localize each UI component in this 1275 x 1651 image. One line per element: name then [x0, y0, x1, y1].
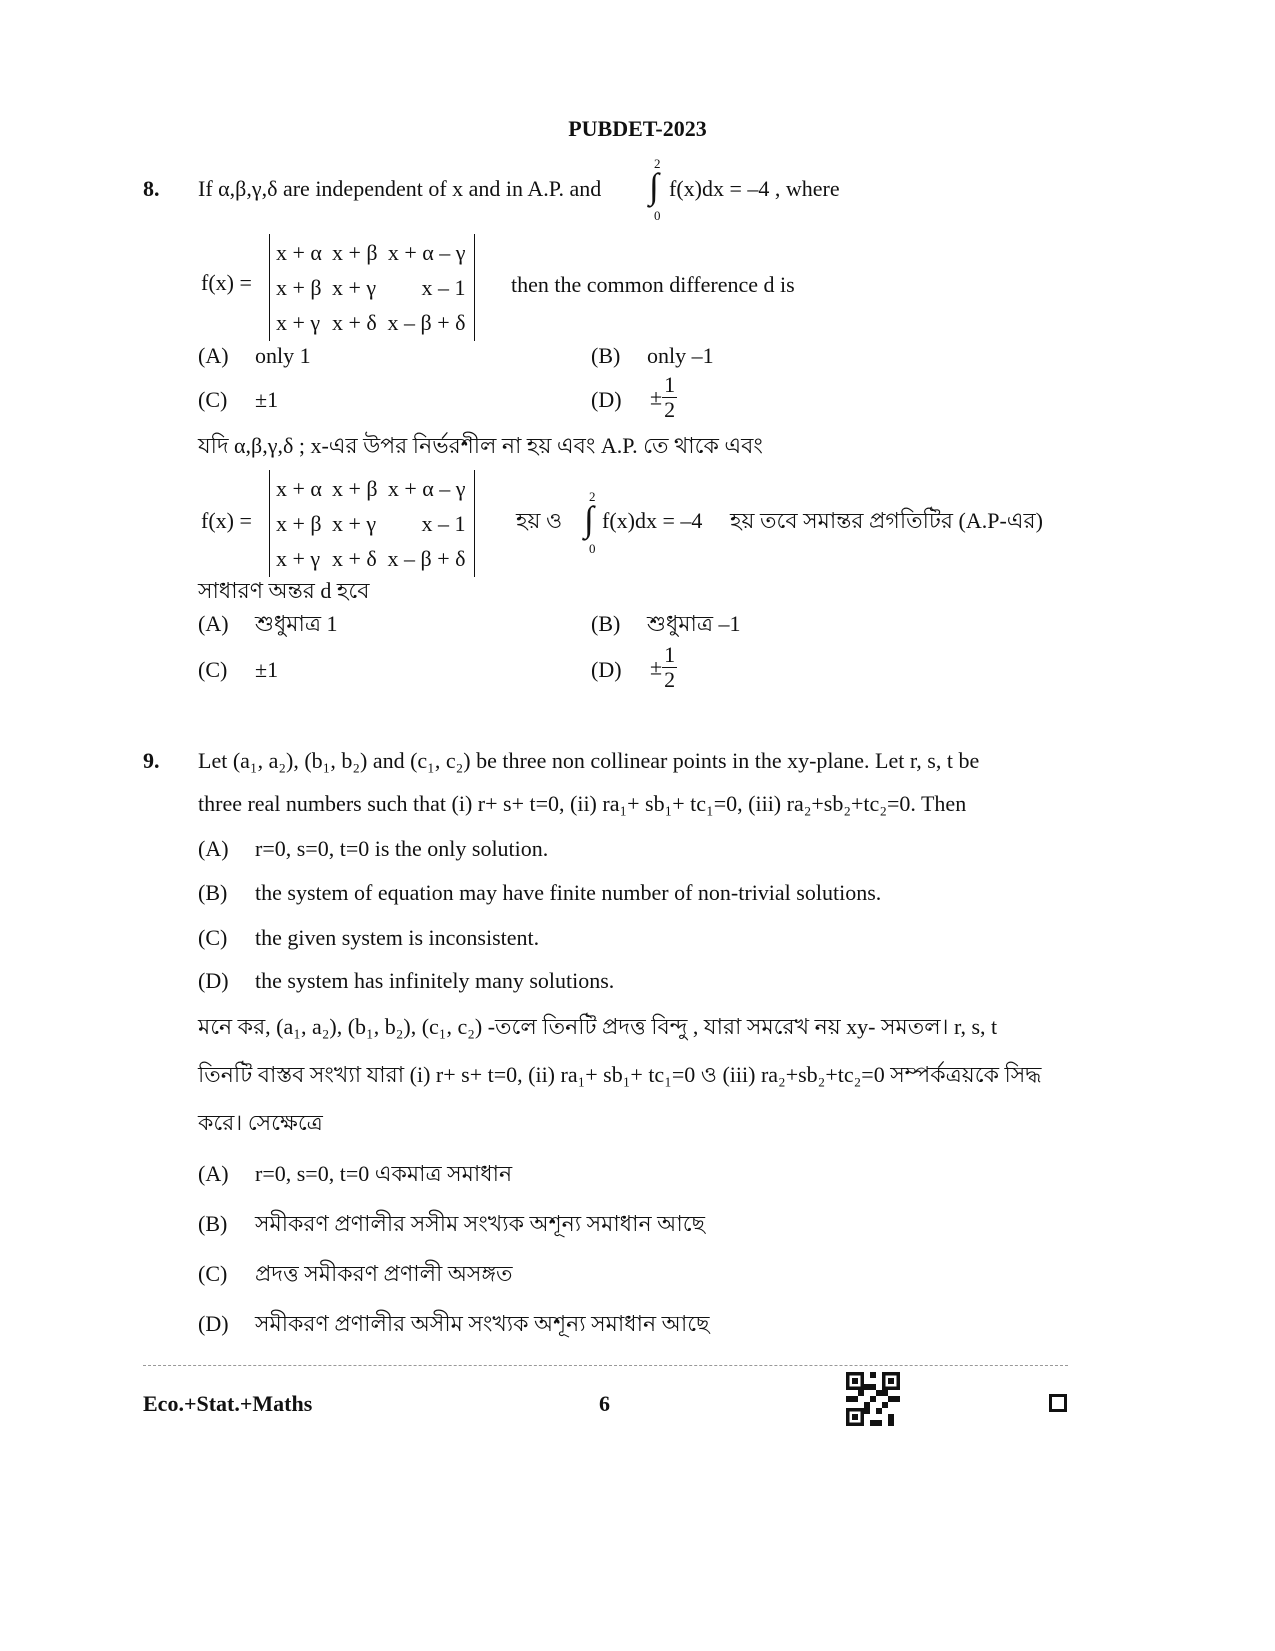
matrix-cell: x – β + δ	[387, 310, 466, 335]
denominator: 2	[664, 397, 676, 422]
matrix-row	[276, 542, 466, 577]
matrix-row	[276, 306, 466, 341]
question-text: then the common difference d is	[511, 272, 795, 297]
integral-sign: ∫	[584, 499, 594, 539]
option-label: (B)	[591, 343, 621, 368]
integral-expression: f(x)dx = –4	[602, 508, 703, 533]
matrix-row	[276, 271, 466, 306]
option-text: ±1	[255, 387, 279, 412]
option-text: only 1	[255, 343, 311, 368]
option-text: প্রদত্ত সমীকরণ প্রণালী অসঙ্গত	[255, 1261, 513, 1286]
option-text: ±1	[255, 657, 279, 682]
matrix-cell: x + α	[276, 240, 322, 265]
matrix-cell: x – 1	[421, 511, 466, 536]
matrix-cell: x + α – γ	[387, 240, 466, 265]
option-text: only –1	[647, 343, 714, 368]
matrix-row	[276, 236, 466, 271]
question-text-bengali: করে। সেক্ষেত্রে	[198, 1110, 323, 1135]
option-label: (A)	[198, 836, 229, 861]
matrix-cell: x + δ	[331, 310, 377, 335]
option-text: the system of equation may have finite number of non-trivial solutions.	[255, 880, 882, 905]
option-text: r=0, s=0, t=0 একমাত্র সমাধান	[255, 1161, 513, 1186]
matrix-row	[276, 472, 466, 507]
function-label: f(x) =	[201, 270, 252, 295]
integral-sign: ∫	[649, 166, 659, 206]
question-text-bengali: মনে কর, (a₁, a₂), (b₁, b₂), (c₁, c₂) -তলে তিনটি প্রদত্ত বিন্দু , যারা সমরেখ নয় xy- সমতল। r, s, t	[198, 1014, 998, 1039]
integral-upper-limit: 2	[589, 489, 596, 504]
square-icon	[1049, 1394, 1067, 1412]
question-text-bengali: তিনটি বাস্তব সংখ্যা যারা (i) r+ s+ t=0, (ii) ra₁+ sb₁+ tc₁=0 ও (iii) ra₂+sb₂+tc₂=0 সম্পর্কত্রয়কে সিদ্ধ	[198, 1062, 1042, 1087]
option-label: (A)	[198, 1161, 229, 1186]
question-text: three real numbers such that (i) r+ s+ t=0, (ii) ra₁+ sb₁+ tc₁=0, (iii) ra₂+sb₂+tc₂=0. Then	[198, 791, 967, 816]
option-label: (C)	[198, 925, 228, 950]
fraction	[662, 643, 677, 692]
integral-lower-limit: 0	[654, 208, 661, 223]
determinant-matrix	[269, 234, 475, 341]
option-text: সমীকরণ প্রণালীর অসীম সংখ্যক অশূন্য সমাধান আছে	[255, 1311, 710, 1336]
option-label: (B)	[591, 611, 621, 636]
numerator: 1	[664, 642, 676, 667]
fraction	[662, 373, 677, 422]
matrix-cell: x + γ	[331, 275, 377, 300]
option-label: (C)	[198, 657, 228, 682]
matrix-row	[276, 507, 466, 542]
matrix-cell: x + α	[276, 476, 322, 501]
matrix-cell: x + δ	[331, 546, 377, 571]
integral-lower-limit: 0	[589, 541, 596, 556]
option-text: সমীকরণ প্রণালীর সসীম সংখ্যক অশূন্য সমাধান আছে	[255, 1211, 705, 1236]
matrix-cell: x + γ	[276, 546, 321, 571]
question-text: If α,β,γ,δ are independent of x and in A.P. and	[198, 176, 602, 201]
option-fraction	[650, 643, 677, 692]
option-text: r=0, s=0, t=0 is the only solution.	[255, 836, 549, 861]
question-text-bengali: হয় তবে সমান্তর প্রগতিটির (A.P-এর)	[730, 508, 1043, 533]
matrix-cell: x + γ	[276, 310, 321, 335]
qr-code-icon	[846, 1372, 900, 1426]
matrix-cell: x + β	[276, 275, 322, 300]
option-label: (B)	[198, 1211, 228, 1236]
matrix-cell: x + β	[331, 476, 378, 501]
question-text-bengali: যদি α,β,γ,δ ; x-এর উপর নির্ভরশীল না হয় এবং A.P. তে থাকে এবং	[198, 433, 763, 458]
function-label: f(x) =	[201, 508, 252, 533]
page-number: 6	[599, 1391, 610, 1416]
matrix-cell: x + β	[331, 240, 378, 265]
numerator: 1	[664, 372, 676, 397]
option-label: (A)	[198, 611, 229, 636]
question-text-bengali: হয় ও	[516, 508, 563, 533]
matrix-cell: x + γ	[331, 511, 377, 536]
plus-minus: ±	[650, 384, 663, 410]
integral-upper-limit: 2	[654, 156, 661, 171]
matrix-cell: x – 1	[421, 275, 466, 300]
option-text: শুধুমাত্র –1	[647, 611, 741, 636]
matrix-cell: x – β + δ	[387, 546, 466, 571]
matrix-cell: x + α – γ	[387, 476, 466, 501]
option-label: (B)	[198, 880, 228, 905]
question-number: 8.	[143, 176, 160, 201]
option-label: (D)	[198, 968, 229, 993]
option-fraction	[650, 373, 677, 422]
denominator: 2	[664, 667, 676, 692]
question-number: 9.	[143, 748, 160, 773]
question-text: Let (a₁, a₂), (b₁, b₂) and (c₁, c₂) be three non collinear points in the xy-plane. Let r, s, t be	[198, 748, 980, 773]
footer-subject: Eco.+Stat.+Maths	[143, 1391, 313, 1416]
option-label: (D)	[198, 1311, 229, 1336]
option-text: the system has infinitely many solutions.	[255, 968, 615, 993]
option-label: (C)	[198, 387, 228, 412]
option-label: (C)	[198, 1261, 228, 1286]
option-label: (A)	[198, 343, 229, 368]
determinant-matrix	[269, 470, 475, 577]
confidential-divider	[143, 1365, 1068, 1366]
option-label: (D)	[591, 657, 622, 682]
integral-expression: f(x)dx = –4 , where	[669, 176, 840, 201]
option-text: the given system is inconsistent.	[255, 925, 540, 950]
page-title: PUBDET-2023	[568, 116, 707, 141]
option-label: (D)	[591, 387, 622, 412]
option-text: শুধুমাত্র 1	[255, 611, 338, 636]
matrix-cell: x + β	[276, 511, 322, 536]
question-text-bengali: সাধারণ অন্তর d হবে	[198, 578, 370, 603]
plus-minus: ±	[650, 654, 663, 680]
